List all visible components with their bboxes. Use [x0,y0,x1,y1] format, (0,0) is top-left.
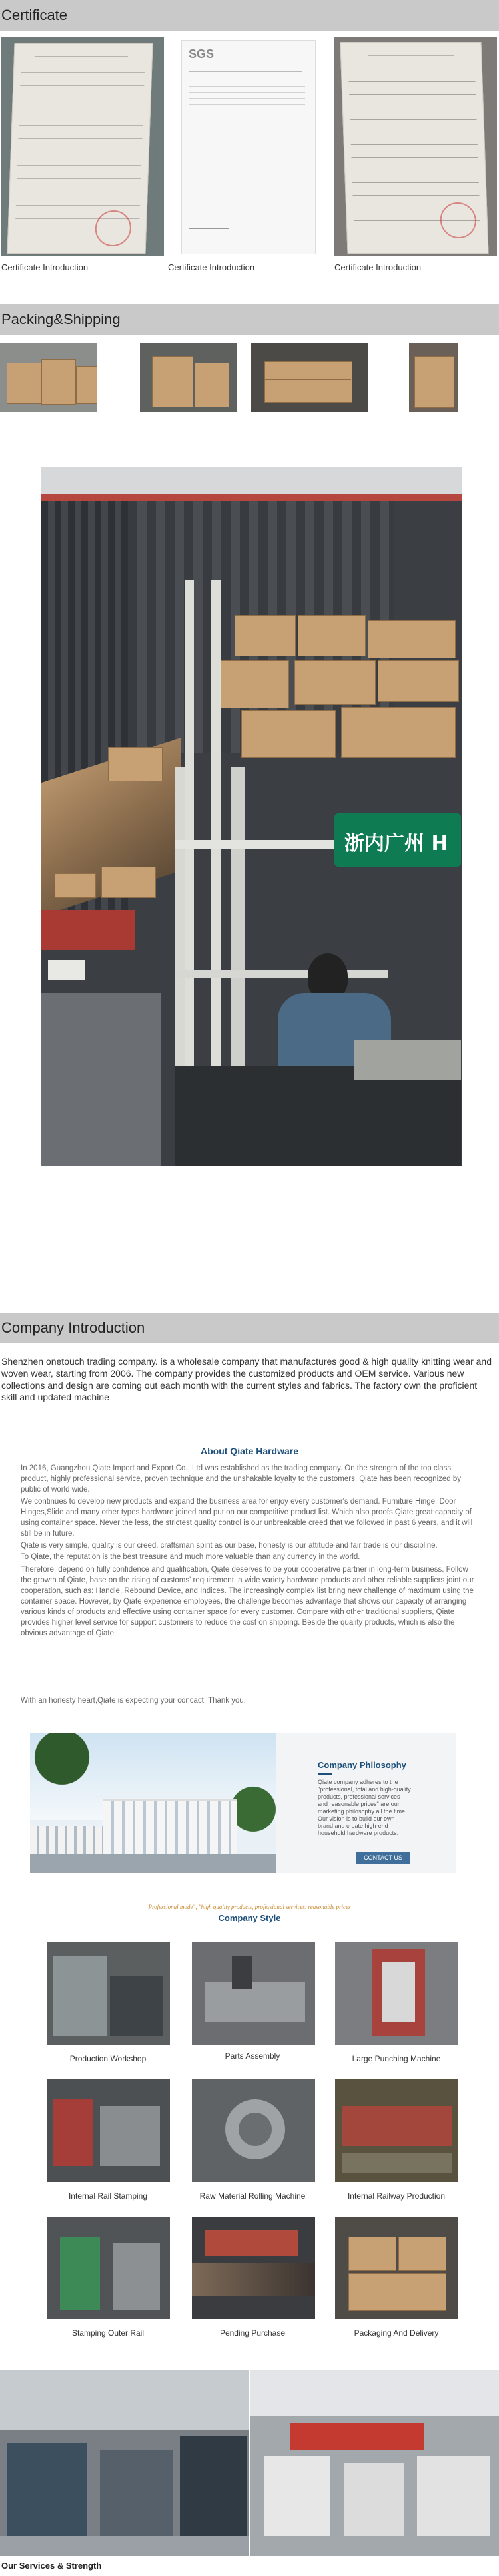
packing-thumb-1[interactable] [0,343,97,412]
style-caption-2: Parts Assembly [225,2051,280,2061]
style-caption-3: Large Punching Machine [352,2054,441,2063]
style-photo-parts-assembly[interactable] [192,1942,315,2045]
style-caption-4: Internal Rail Stamping [68,2191,148,2201]
factory-building-photo [30,1733,276,1873]
style-caption-9: Packaging And Delivery [354,2328,439,2338]
style-caption-1: Production Workshop [69,2054,147,2063]
style-caption-7: Stamping Outer Rail [71,2328,145,2338]
about-paragraph-3: Qiate is very simple, quality is our creed, craftsman spirit as our base, honesty is our attitude and fair trade is our discipline. [21,1542,438,1550]
style-photo-internal-railway-production[interactable] [335,2079,458,2182]
packing-thumb-3[interactable] [251,343,368,412]
about-paragraph-5: Therefore, depend on fully confidence and qualification, Qiate deserves to be your cooperative partner in long-term business. Follow the growth of Qiate, base on the rising of customs' requirement, a wide variety hardware products and other reliable suppliers joint our cooperation, such as: Handle, Rebound Device, and Indices. The increasingly complex list bring new challenge of maximum using the container space. However, by Qiate experience employees, the challenge becomes advantage that shows our capacity of arranging various kinds of products and effective using container space for every customer. Compare with other traditional suppliers, Qiate provides higher level service for support customers to reduce the cost on shipping. Beside the quality products, which is also the obvious advantage of Qiate. [21,1566,474,1637]
about-paragraph-4: To Qiate, the reputation is the best treasure and much more valuable than any currency in the world. [21,1553,360,1561]
certificate-image-2[interactable] [168,37,330,256]
certificate-section-header [0,0,499,31]
style-photo-raw-material-rolling-machine[interactable] [192,2079,315,2182]
style-caption-8: Pending Purchase [219,2328,286,2338]
packing-thumb-4[interactable] [409,343,458,412]
style-photo-internal-rail-stamping[interactable] [47,2079,170,2182]
philosophy-title: Company Philosophy [318,1760,406,1770]
philosophy-text: Qiate company adheres to the "professional, total and high-quality products, professional services and reasonable prices" are our marketing philosophy all the time. Our vision is to build our own brand and create high-end household hardware products. [318,1779,411,1836]
truck-loading-photo[interactable] [41,467,462,1166]
style-photo-stamping-outer-rail[interactable] [47,2217,170,2319]
style-photo-packaging-and-delivery[interactable] [335,2217,458,2319]
certificate-section-title: Certificate [1,7,68,23]
certificate-image-1[interactable] [1,37,164,256]
certificate-image-3[interactable] [334,37,497,256]
sgs-logo: SGS [189,47,215,61]
about-paragraph-2: We continues to develop new products and expand the business area for enjoy every customer's demand. Furniture Hinge, Door Hinges,Slide and many other types hardware joined and put on our competitive product list. Which also proofs Qiate great capacity of using container space. Never the less, the strictest quality control is our unbreakable creed that we followed in past 6 years, and it will still be in future. [21,1498,473,1538]
packing-section-header [0,304,499,335]
style-photo-production-workshop[interactable] [47,1942,170,2045]
certificate-caption-2: Certificate Introduction [168,262,255,272]
company-section-header [0,1313,499,1343]
style-caption-6: Internal Railway Production [347,2191,446,2201]
red-seal-icon [95,210,132,246]
company-section-title: Company Introduction [1,1319,145,1336]
style-caption-5: Raw Material Rolling Machine [199,2191,306,2201]
services-strength-title: Our Services & Strength [1,2561,102,2571]
about-title: About Qiate Hardware [200,1446,299,1456]
factory-floor-photo-1[interactable] [0,2370,249,2556]
packing-thumb-2[interactable] [140,343,237,412]
factory-floor-photo-2[interactable] [250,2370,499,2556]
style-photo-large-punching-machine[interactable] [335,1942,458,2045]
red-seal-icon [440,202,477,238]
truck-plate-sign: 浙内广州 H [344,832,448,855]
company-intro-text: Shenzhen onetouch trading company. is a wholesale company that manufactures good & high quality knitting wear and woven wear, starting from 2006. The company provides the customized products and OEM service. Various new collections and design are coming out each month with the current styles and fabrics. The factory own the proficient skill and updated machine [1,1356,492,1402]
philosophy-card [276,1733,456,1873]
contact-us-button[interactable]: CONTACT US [356,1852,410,1864]
about-paragraph-1: In 2016, Guangzhou Qiate Import and Export Co., Ltd was established as the trading company. On the strength of the top class product, highly professional service, proven technique and the unshakable loyalty to the customers, Qiate has been recognized by public of world wide. [21,1464,462,1494]
certificate-caption-3: Certificate Introduction [334,262,422,272]
philosophy-divider [318,1773,332,1775]
company-style-title: Company Style [218,1913,281,1923]
about-paragraph-6: With an honesty heart,Qiate is expecting your concact. Thank you. [21,1697,246,1705]
style-photo-pending-purchase[interactable] [192,2217,315,2319]
company-slogan: Professional mode", "high quality products, professional services, reasonable prices [148,1904,351,1910]
packing-section-title: Packing&Shipping [1,311,121,327]
certificate-caption-1: Certificate Introduction [1,262,89,272]
